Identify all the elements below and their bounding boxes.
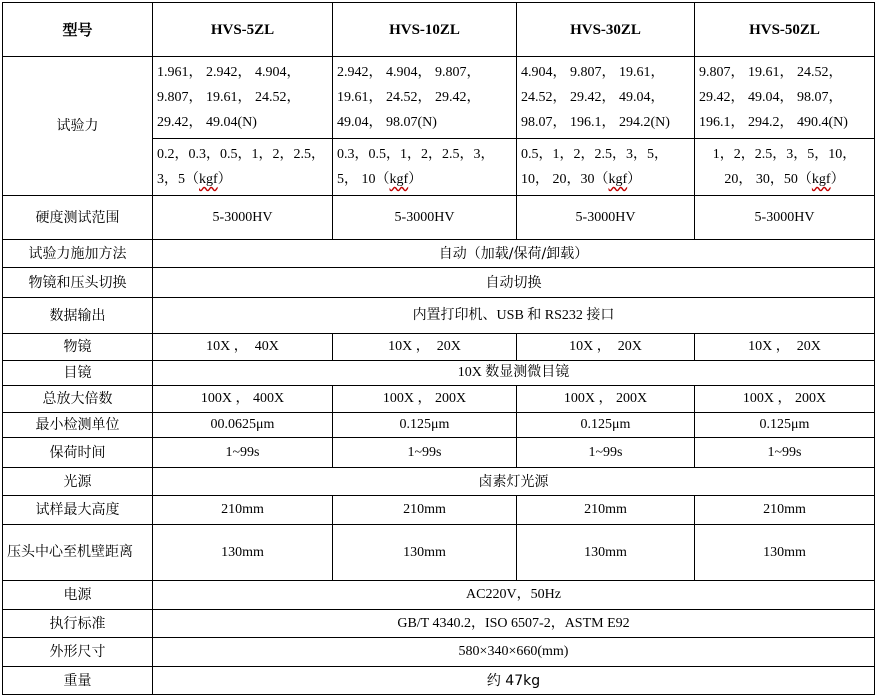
kgf-unit: kgf bbox=[811, 172, 831, 187]
row-value: 100X ， 200X bbox=[517, 386, 695, 413]
row-value: 580×340×660(mm) bbox=[153, 638, 875, 667]
test-force-kgf bbox=[153, 139, 333, 196]
weight-row bbox=[3, 667, 875, 695]
row-value: 1~99s bbox=[517, 438, 695, 468]
kgf-values: 0.2，0.3，0.5，1，2，2.5， 3，5（ bbox=[157, 147, 325, 187]
row-label: 执行标准 bbox=[3, 610, 153, 638]
row-label: 最小检测单位 bbox=[3, 413, 153, 438]
power-row bbox=[3, 581, 875, 610]
test-force-newton: 2.942， 4.904， 9.807， 19.61， 24.52， 29.42， 49.04， 98.07(N) bbox=[333, 57, 517, 139]
magnification-row bbox=[3, 386, 875, 413]
row-value: 约 47kg bbox=[153, 667, 875, 695]
row-value: 0.125μm bbox=[333, 413, 517, 438]
row-value: 内置打印机、USB 和 RS232 接口 bbox=[153, 298, 875, 334]
row-value: AC220V，50Hz bbox=[153, 581, 875, 610]
row-value: 210mm bbox=[517, 496, 695, 525]
row-label: 重量 bbox=[3, 667, 153, 695]
test-force-kgf bbox=[695, 139, 875, 196]
eyepiece-row bbox=[3, 361, 875, 386]
row-value: 130mm bbox=[153, 525, 333, 581]
standards-row bbox=[3, 610, 875, 638]
model-name: HVS-5ZL bbox=[153, 3, 333, 57]
kgf-close: ） bbox=[217, 172, 232, 187]
row-label: 目镜 bbox=[3, 361, 153, 386]
row-value: 210mm bbox=[153, 496, 333, 525]
row-label: 物镜 bbox=[3, 334, 153, 361]
test-force-kgf bbox=[333, 139, 517, 196]
row-value: 5-3000HV bbox=[333, 196, 517, 240]
model-label: 型号 bbox=[3, 3, 153, 57]
row-value: 130mm bbox=[517, 525, 695, 581]
test-force-newton-row bbox=[3, 57, 875, 139]
row-value: 5-3000HV bbox=[517, 196, 695, 240]
row-value: 卤素灯光源 bbox=[153, 468, 875, 496]
row-label: 光源 bbox=[3, 468, 153, 496]
row-value: 1~99s bbox=[153, 438, 333, 468]
kgf-unit: kgf bbox=[199, 172, 218, 187]
dimensions-row bbox=[3, 638, 875, 667]
dwell-time-row bbox=[3, 438, 875, 468]
max-height-row bbox=[3, 496, 875, 525]
model-name: HVS-10ZL bbox=[333, 3, 517, 57]
row-value: 10X ， 20X bbox=[333, 334, 517, 361]
kgf-unit: kgf bbox=[389, 172, 409, 187]
row-label: 电源 bbox=[3, 581, 153, 610]
test-force-kgf bbox=[517, 139, 695, 196]
row-label: 压头中心至机壁距离 bbox=[3, 525, 153, 581]
row-label: 试样最大高度 bbox=[3, 496, 153, 525]
model-name: HVS-30ZL bbox=[517, 3, 695, 57]
row-value: 10X 数显测微目镜 bbox=[153, 361, 875, 386]
kgf-close: ） bbox=[408, 172, 423, 187]
row-label: 总放大倍数 bbox=[3, 386, 153, 413]
row-label: 外形尺寸 bbox=[3, 638, 153, 667]
row-value: 210mm bbox=[333, 496, 517, 525]
throat-depth-row bbox=[3, 525, 875, 581]
row-value: 自动（加载/保荷/卸载） bbox=[153, 240, 875, 268]
switching-row bbox=[3, 268, 875, 298]
row-value: 00.0625μm bbox=[153, 413, 333, 438]
row-label: 试验力施加方法 bbox=[3, 240, 153, 268]
row-value: 100X ， 200X bbox=[333, 386, 517, 413]
row-label: 硬度测试范围 bbox=[3, 196, 153, 240]
kgf-close: ） bbox=[830, 172, 845, 187]
kgf-close: ） bbox=[627, 172, 642, 187]
test-force-label: 试验力 bbox=[3, 57, 153, 196]
row-value: 130mm bbox=[333, 525, 517, 581]
model-name: HVS-50ZL bbox=[695, 3, 875, 57]
row-value: 210mm bbox=[695, 496, 875, 525]
row-value: 1~99s bbox=[695, 438, 875, 468]
row-value: 5-3000HV bbox=[153, 196, 333, 240]
row-value: 5-3000HV bbox=[695, 196, 875, 240]
light-source-row bbox=[3, 468, 875, 496]
min-unit-row bbox=[3, 413, 875, 438]
hardness-range-row bbox=[3, 196, 875, 240]
test-force-newton: 1.961， 2.942， 4.904， 9.807， 19.61， 24.52， 29.42， 49.04(N) bbox=[153, 57, 333, 139]
kgf-unit: kgf bbox=[608, 172, 628, 187]
row-value: 0.125μm bbox=[695, 413, 875, 438]
row-value: 0.125μm bbox=[517, 413, 695, 438]
row-label: 数据输出 bbox=[3, 298, 153, 334]
row-value: 10X ， 20X bbox=[517, 334, 695, 361]
row-value: 1~99s bbox=[333, 438, 517, 468]
row-value: 10X ， 40X bbox=[153, 334, 333, 361]
row-value: GB/T 4340.2，ISO 6507-2，ASTM E92 bbox=[153, 610, 875, 638]
specification-table bbox=[2, 2, 875, 695]
row-label: 物镜和压头切换 bbox=[3, 268, 153, 298]
header-row bbox=[3, 3, 875, 57]
loading-method-row bbox=[3, 240, 875, 268]
kgf-values: 0.5，1，2，2.5，3，5，10， 20，30（ bbox=[521, 147, 668, 187]
kgf-values: 0.3，0.5，1，2，2.5，3，5， 10（ bbox=[337, 147, 495, 187]
row-label: 保荷时间 bbox=[3, 438, 153, 468]
objective-row bbox=[3, 334, 875, 361]
kgf-values: 1，2，2.5，3，5，10，20， 30，50（ bbox=[712, 147, 857, 187]
row-value: 自动切换 bbox=[153, 268, 875, 298]
test-force-newton: 4.904， 9.807， 19.61， 24.52， 29.42， 49.04， 98.07， 196.1， 294.2(N) bbox=[517, 57, 695, 139]
data-output-row bbox=[3, 298, 875, 334]
test-force-newton: 9.807， 19.61， 24.52， 29.42， 49.04， 98.07， 196.1， 294.2， 490.4(N) bbox=[695, 57, 875, 139]
row-value: 100X ， 400X bbox=[153, 386, 333, 413]
row-value: 10X ， 20X bbox=[695, 334, 875, 361]
row-value: 130mm bbox=[695, 525, 875, 581]
row-value: 100X ， 200X bbox=[695, 386, 875, 413]
